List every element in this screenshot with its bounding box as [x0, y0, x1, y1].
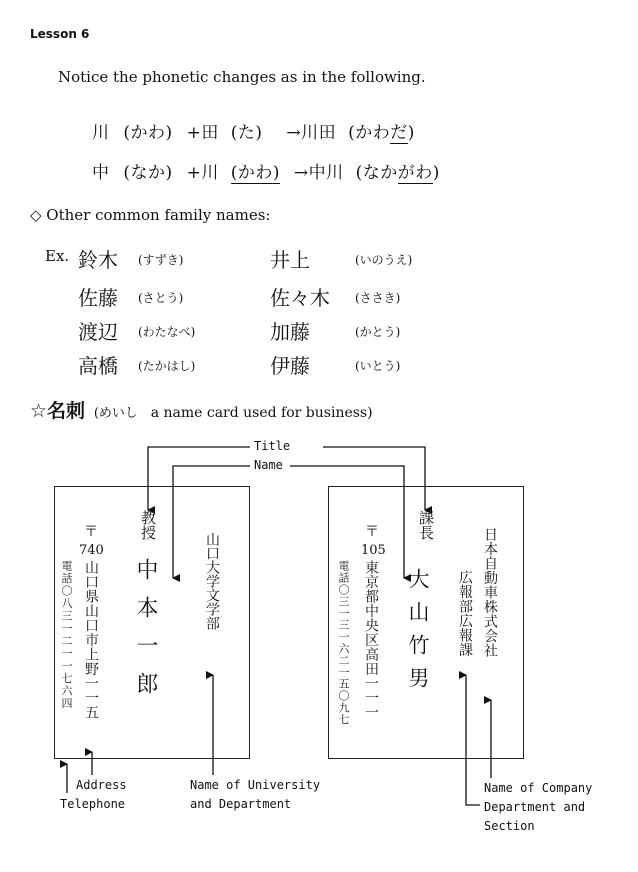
- ex1-kanji-a: 川: [92, 123, 110, 143]
- label-company-1: Name of Company: [484, 781, 593, 795]
- family-name-reading: (ささき): [355, 291, 401, 305]
- card2-address: 東京都中央区高田一一一: [363, 560, 379, 720]
- card1-title: 教授: [139, 510, 157, 540]
- family-name-kanji: 伊藤: [270, 354, 310, 378]
- card1-postal-code: 740: [79, 543, 104, 558]
- label-telephone: Telephone: [60, 797, 126, 811]
- ex-label: Ex.: [45, 247, 70, 265]
- card2-title: 課長: [417, 510, 435, 540]
- label-company-3: Section: [484, 819, 535, 833]
- label-address: Address: [76, 778, 127, 792]
- family-names-heading: ◇ Other common family names:: [30, 206, 271, 224]
- ex2-result-reading: (なかがわ): [355, 163, 440, 183]
- card2-department: 広報部広報課: [457, 570, 473, 657]
- family-name-kanji: 渡辺: [78, 320, 118, 344]
- card1-phone: 電話〇八三一二一一七六四: [60, 560, 73, 710]
- family-name-reading: (いとう): [355, 359, 401, 373]
- card2-company: 日本自動車株式会社: [482, 527, 498, 658]
- card2-postal-mark: 〒: [365, 524, 379, 540]
- ex1-reading-b: (た): [230, 123, 263, 143]
- lesson-label: Lesson 6: [30, 27, 90, 41]
- ex1-reading-a: (かわ): [123, 123, 173, 143]
- family-name-kanji: 井上: [270, 248, 310, 272]
- label-university-1: Name of University: [190, 778, 321, 792]
- ex2-reading-b: (かわ): [230, 163, 280, 183]
- family-name-reading: (かとう): [355, 325, 401, 339]
- meishi-reading: (めいし: [93, 406, 138, 421]
- family-name-reading: (いのうえ): [355, 253, 413, 267]
- ex2-kanji-a: 中: [92, 163, 110, 183]
- card1-affiliation: 山口大学文学部: [204, 532, 220, 630]
- card1-address: 山口県山口市上野一一五: [83, 560, 99, 720]
- card2-phone: 電話〇三一三一六二一五〇九七: [337, 560, 350, 726]
- label-title: Title: [254, 439, 291, 453]
- family-name-kanji: 佐藤: [78, 286, 118, 310]
- family-name-reading: (たかはし): [138, 359, 196, 373]
- label-university-2: and Department: [190, 797, 292, 811]
- family-name-reading: (すずき): [138, 253, 184, 267]
- card2-postal-code: 105: [361, 543, 386, 558]
- ex1-kanji-b: +田: [186, 123, 219, 143]
- meishi-description: a name card used for business): [150, 405, 373, 421]
- card1-name: 中本一郎: [133, 558, 158, 710]
- ex2-result: →中川: [293, 163, 344, 183]
- ex2-reading-a: (なか): [123, 163, 173, 183]
- family-name-kanji: 高橋: [78, 354, 118, 378]
- family-name-kanji: 加藤: [270, 320, 310, 344]
- family-name-reading: (さとう): [138, 291, 184, 305]
- ex1-result-reading: (かわだ): [348, 123, 415, 143]
- label-name: Name: [254, 458, 283, 472]
- meishi-title: ☆名刺: [30, 400, 86, 422]
- family-name-reading: (わたなべ): [138, 325, 196, 339]
- ex1-result: →川田: [286, 123, 337, 143]
- card1-postal-mark: 〒: [84, 524, 98, 540]
- ex2-kanji-b: +川: [186, 163, 219, 183]
- family-name-kanji: 鈴木: [78, 248, 118, 272]
- family-name-kanji: 佐々木: [270, 286, 330, 310]
- card2-name: 大山竹男: [406, 568, 430, 700]
- notice-text: Notice the phonetic changes as in the following.: [58, 68, 426, 86]
- label-company-2: Department and: [484, 800, 586, 814]
